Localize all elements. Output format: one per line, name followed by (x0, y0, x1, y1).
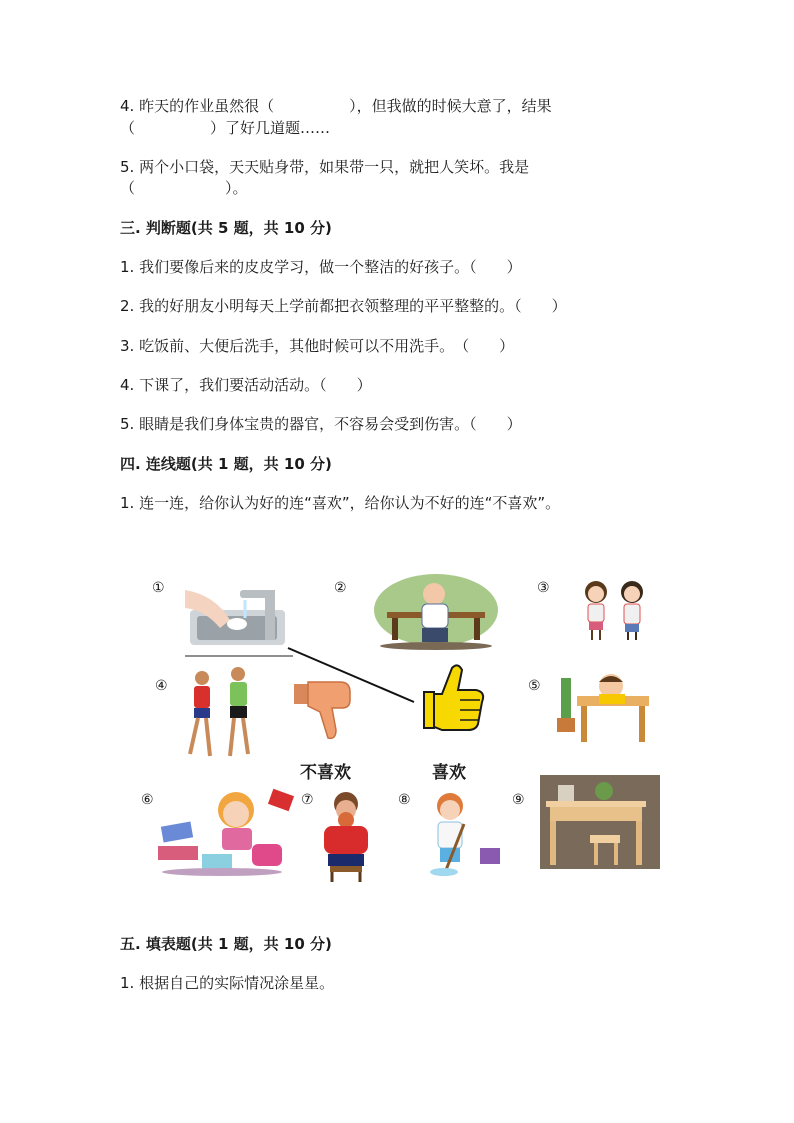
boy-eating-image (318, 790, 374, 882)
two-kids-image (578, 576, 652, 644)
q4-line1: 4. 昨天的作业虽然很（ ），但我做的时候大意了，结果 (120, 97, 552, 115)
tf-item-1: 1. 我们要像后来的皮皮学习，做一个整洁的好孩子。（ ） (120, 258, 522, 276)
number-3: ③ (537, 580, 550, 596)
number-6: ⑥ (141, 792, 154, 808)
thumbs-up-icon (420, 662, 488, 734)
man-on-bench-image (372, 572, 500, 650)
runners-image (180, 664, 260, 766)
child-at-desk-image (555, 668, 651, 746)
section-matching-heading: 四. 连线题(共 1 题，共 10 分) (120, 455, 332, 473)
like-label: 喜欢 (432, 763, 466, 783)
tf-item-3: 3. 吃饭前、大便后洗手，其他时候可以不用洗手。 （ ） (120, 337, 515, 355)
number-7: ⑦ (301, 792, 314, 808)
q5-line1: 5. 两个小口袋，天天贴身带，如果带一只，就把人笑坏。我是 (120, 158, 530, 176)
q4-line2: （ ）了好几道题…… (120, 119, 331, 137)
table-fill-question: 1. 根据自己的实际情况涂星星。 (120, 974, 335, 992)
number-1: ① (152, 580, 165, 596)
tf-item-5: 5. 眼睛是我们身体宝贵的器官，不容易会受到伤害。（ ） (120, 415, 522, 433)
messy-girl-image (152, 784, 298, 878)
number-5: ⑤ (528, 678, 541, 694)
tf-item-2: 2. 我的好朋友小明每天上学前都把衣领整理的平平整整的。（ ） (120, 297, 567, 315)
matching-connector-line (280, 640, 420, 710)
number-2: ② (334, 580, 347, 596)
section-true-false-heading: 三. 判断题(共 5 题，共 10 分) (120, 219, 332, 237)
number-4: ④ (155, 678, 168, 694)
number-9: ⑨ (512, 792, 525, 808)
section-table-fill-heading: 五. 填表题(共 1 题，共 10 分) (120, 935, 332, 953)
handwashing-image (185, 580, 293, 658)
dislike-label: 不喜欢 (300, 763, 351, 783)
girl-cleaning-image (424, 790, 502, 878)
tidy-desk-image (540, 775, 660, 869)
matching-question: 1. 连一连，给你认为好的连“喜欢”，给你认为不好的连“不喜欢”。 (120, 494, 561, 512)
number-8: ⑧ (398, 792, 411, 808)
q5-line2: （ ）。 (120, 179, 248, 197)
tf-item-4: 4. 下课了，我们要活动活动。（ ） (120, 376, 372, 394)
